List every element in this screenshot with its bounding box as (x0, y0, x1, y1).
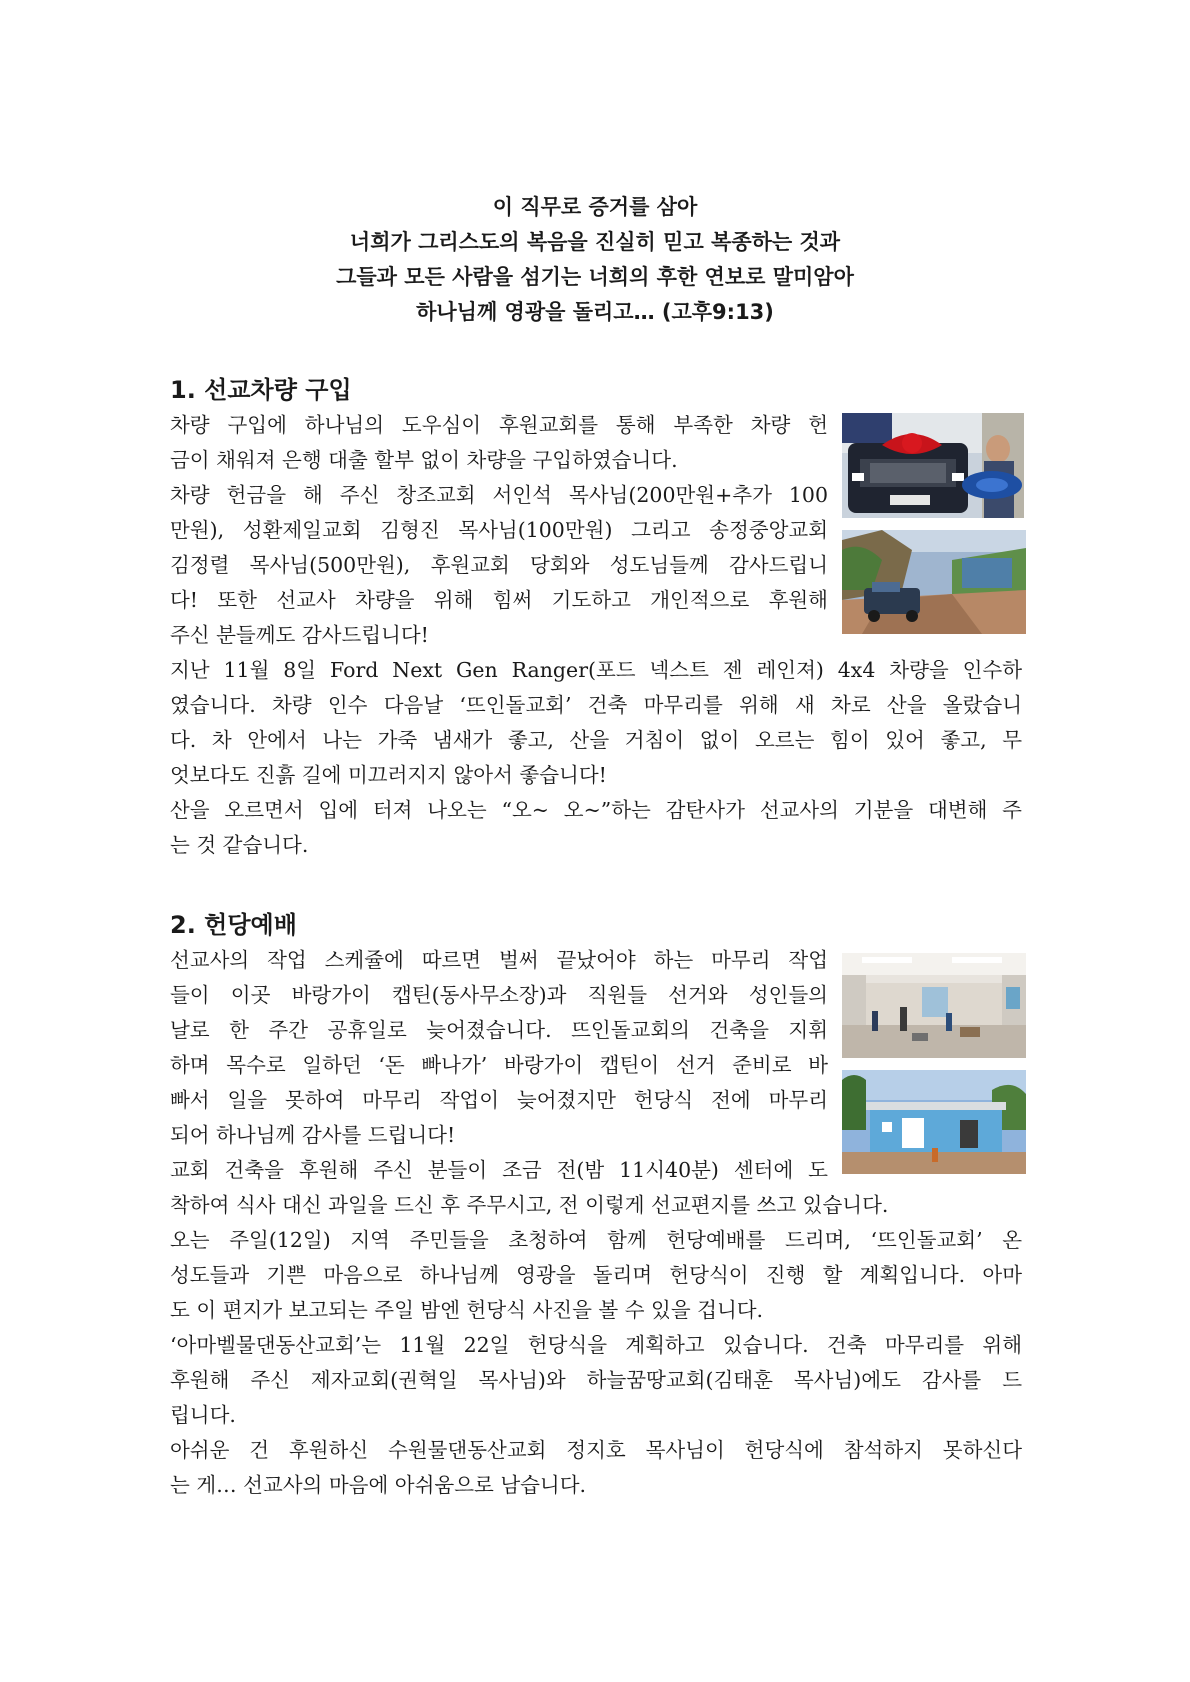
body-line: 지난 11월 8일 Ford Next Gen Ranger(포드 넥스트 젠 레인져) 4x4 차량을 인수하 (170, 658, 1022, 682)
body-line: 날로 한 주간 공휴일로 늦어졌습니다. 뜨인돌교회의 건축을 지휘 (170, 1018, 828, 1042)
section1-heading: 1. 선교차량 구입 (170, 376, 352, 404)
verse-line: 너희가 그리스도의 복음을 진실히 믿고 복종하는 것과 (349, 230, 841, 254)
body-line: 들이 이곳 바랑가이 캡틴(동사무소장)과 직원들 선거와 성인들의 (170, 983, 828, 1007)
body-line: 다! 또한 선교사 차량을 위해 힘써 기도하고 개인적으로 후원해 (170, 588, 828, 612)
truck-delivery-photo (842, 413, 1024, 518)
verse-block (170, 190, 1020, 330)
body-line: 아쉬운 건 후원하신 수원물댄동산교회 정지호 목사님이 헌당식에 참석하지 못하신다 (170, 1438, 1022, 1462)
body-line: 였습니다. 차량 인수 다음날 ‘뜨인돌교회’ 건축 마무리를 위해 새 차로 산을 올랐습니 (170, 693, 1022, 717)
body-line: 도 이 편지가 보고되는 주일 밤엔 헌당식 사진을 볼 수 있을 겁니다. (170, 1298, 764, 1322)
body-line: 하며 목수로 일하던 ‘돈 빠나가’ 바랑가이 캡틴이 선거 준비로 바 (170, 1053, 828, 1077)
church-interior-photo (842, 953, 1026, 1058)
truck-mountain-road-photo (842, 530, 1026, 634)
body-line: 립니다. (170, 1403, 236, 1427)
section2-heading: 2. 헌당예배 (170, 911, 297, 939)
body-line: 차량 구입에 하나님의 도우심이 후원교회를 통해 부족한 차량 헌 (170, 413, 828, 437)
body-line: 다. 차 안에서 나는 가죽 냄새가 좋고, 산을 거침이 없이 오르는 힘이 있어 좋고, 무 (170, 728, 1022, 752)
body-line: 오는 주일(12일) 지역 주민들을 초청하여 함께 헌당예배를 드리며, ‘뜨인돌교회’ 온 (170, 1228, 1022, 1252)
verse-line: 그들과 모든 사람을 섬기는 너희의 후한 연보로 말미암아 (336, 265, 854, 289)
church-exterior-photo (842, 1070, 1026, 1174)
body-line: 선교사의 작업 스케쥴에 따르면 벌써 끝났어야 하는 마무리 작업 (170, 948, 828, 972)
body-line: 성도들과 기쁜 마음으로 하나님께 영광을 돌리며 헌당식이 진행 할 계획입니다. 아마 (170, 1263, 1022, 1287)
body-line: 금이 채워져 은행 대출 할부 없이 차량을 구입하였습니다. (170, 448, 678, 472)
body-line: 후원해 주신 제자교회(권혁일 목사님)와 하늘꿈땅교회(김태훈 목사님)에도 감사를 드 (170, 1368, 1022, 1392)
body-line: 만원), 성환제일교회 김형진 목사님(100만원) 그리고 송정중앙교회 (170, 518, 828, 542)
body-line: 엇보다도 진흙 길에 미끄러지지 않아서 좋습니다! (170, 763, 607, 787)
body-line: 는 게… 선교사의 마음에 아쉬움으로 남습니다. (170, 1473, 587, 1497)
body-line: 산을 오르면서 입에 터져 나오는 “오~ 오~”하는 감탄사가 선교사의 기분을 대변해 주 (170, 798, 1022, 822)
verse-line: 하나님께 영광을 돌리고… (고후9:13) (416, 300, 774, 324)
body-line: 주신 분들께도 감사드립니다! (170, 623, 429, 647)
body-line: 빠서 일을 못하여 마무리 작업이 늦어졌지만 헌당식 전에 마무리 (170, 1088, 828, 1112)
body-line: 김정렬 목사님(500만원), 후원교회 당회와 성도님들께 감사드립니 (170, 553, 828, 577)
body-line: 는 것 같습니다. (170, 833, 309, 857)
body-line: 교회 건축을 후원해 주신 분들이 조금 전(밤 11시40분) 센터에 도 (170, 1158, 828, 1182)
body-line: 차량 헌금을 해 주신 창조교회 서인석 목사님(200만원+추가 100 (170, 483, 828, 507)
body-line: 착하여 식사 대신 과일을 드신 후 주무시고, 전 이렇게 선교편지를 쓰고 있습니다. (170, 1193, 889, 1217)
body-line: ‘아마벨물댄동산교회’는 11월 22일 헌당식을 계획하고 있습니다. 건축 마무리를 위해 (170, 1333, 1022, 1357)
body-line: 되어 하나님께 감사를 드립니다! (170, 1123, 456, 1147)
verse-line: 이 직무로 증거를 삼아 (492, 195, 698, 219)
